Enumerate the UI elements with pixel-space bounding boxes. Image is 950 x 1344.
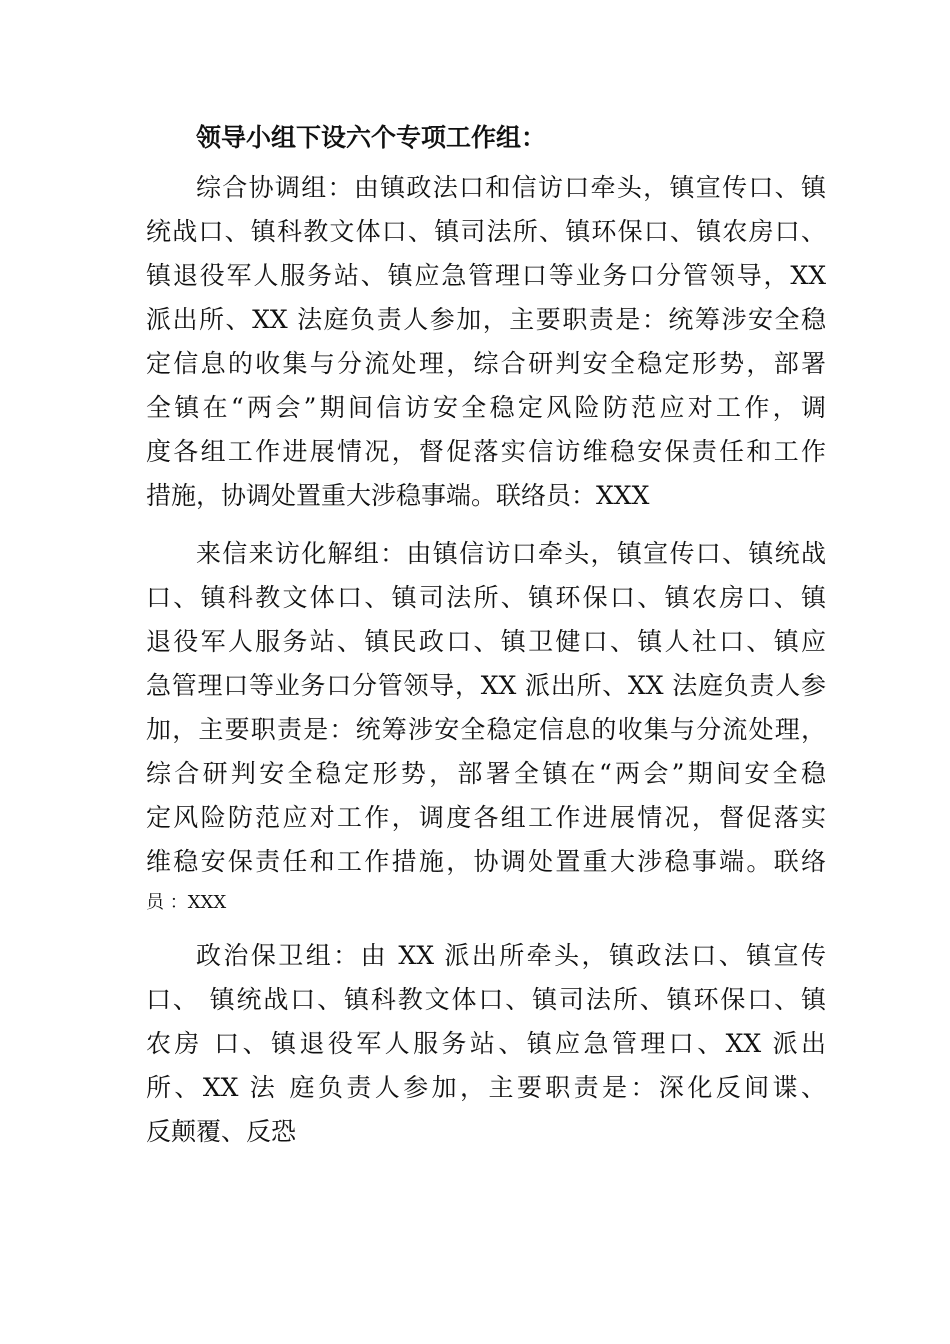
paragraph-line: 所、XX 法 庭负责人参加，主要职责是：深化反间谍、: [146, 1073, 826, 1102]
paragraph-political-security-group: [146, 934, 826, 1154]
paragraph-line: 度各组工作进展情况，督促落实信访维稳安保责任和工作: [146, 437, 826, 466]
paragraph-line: 定信息的收集与分流处理，综合研判安全稳定形势，部署: [146, 349, 826, 378]
paragraph-line: 镇退役军人服务站、镇应急管理口等业务口分管领导，XX: [146, 261, 826, 290]
paragraph-line: 定风险防范应对工作，调度各组工作进展情况，督促落实: [146, 803, 826, 832]
paragraph-petition-resolution-group: [146, 532, 826, 922]
paragraph-line: 维稳安保责任和工作措施，协调处置重大涉稳事端。联络: [146, 847, 826, 876]
section-heading: 领导小组下设六个专项工作组：: [196, 123, 547, 152]
paragraph-comprehensive-coordination-group: [146, 166, 826, 518]
paragraph-line: 措施，协调处置重大涉稳事端。联络员：XXX: [146, 481, 650, 510]
paragraph-line: 综合研判安全稳定形势，部署全镇在“两会”期间安全稳: [146, 759, 826, 788]
paragraph-line: 综合协调组：由镇政法口和信访口牵头，镇宣传口、镇: [196, 173, 826, 202]
paragraph-line: 农房 口、镇退役军人服务站、镇应急管理口、XX 派出: [146, 1029, 826, 1058]
paragraph-line: 口、 镇统战口、镇科教文体口、镇司法所、镇环保口、镇: [146, 985, 826, 1014]
paragraph-line: 急管理口等业务口分管领导，XX 派出所、XX 法庭负责人参: [146, 671, 826, 700]
paragraph-line: 统战口、镇科教文体口、镇司法所、镇环保口、镇农房口、: [146, 217, 826, 246]
paragraph-line: 派出所、XX 法庭负责人参加，主要职责是：统筹涉安全稳: [146, 305, 826, 334]
paragraph-line: 反颠覆、反恐: [146, 1117, 297, 1146]
paragraph-line: 政治保卫组：由 XX 派出所牵头，镇政法口、镇宣传: [196, 941, 826, 970]
paragraph-line: 全镇在“两会”期间信访安全稳定风险防范应对工作，调: [146, 393, 826, 422]
paragraph-line: 加，主要职责是：统筹涉安全稳定信息的收集与分流处理，: [146, 715, 826, 744]
paragraph-line: 退役军人服务站、镇民政口、镇卫健口、镇人社口、镇应: [146, 627, 826, 656]
paragraph-line: 员 ：XXX: [146, 892, 227, 913]
paragraph-line: 口、镇科教文体口、镇司法所、镇环保口、镇农房口、镇: [146, 583, 826, 612]
paragraph-line: 来信来访化解组：由镇信访口牵头，镇宣传口、镇统战: [196, 539, 826, 568]
